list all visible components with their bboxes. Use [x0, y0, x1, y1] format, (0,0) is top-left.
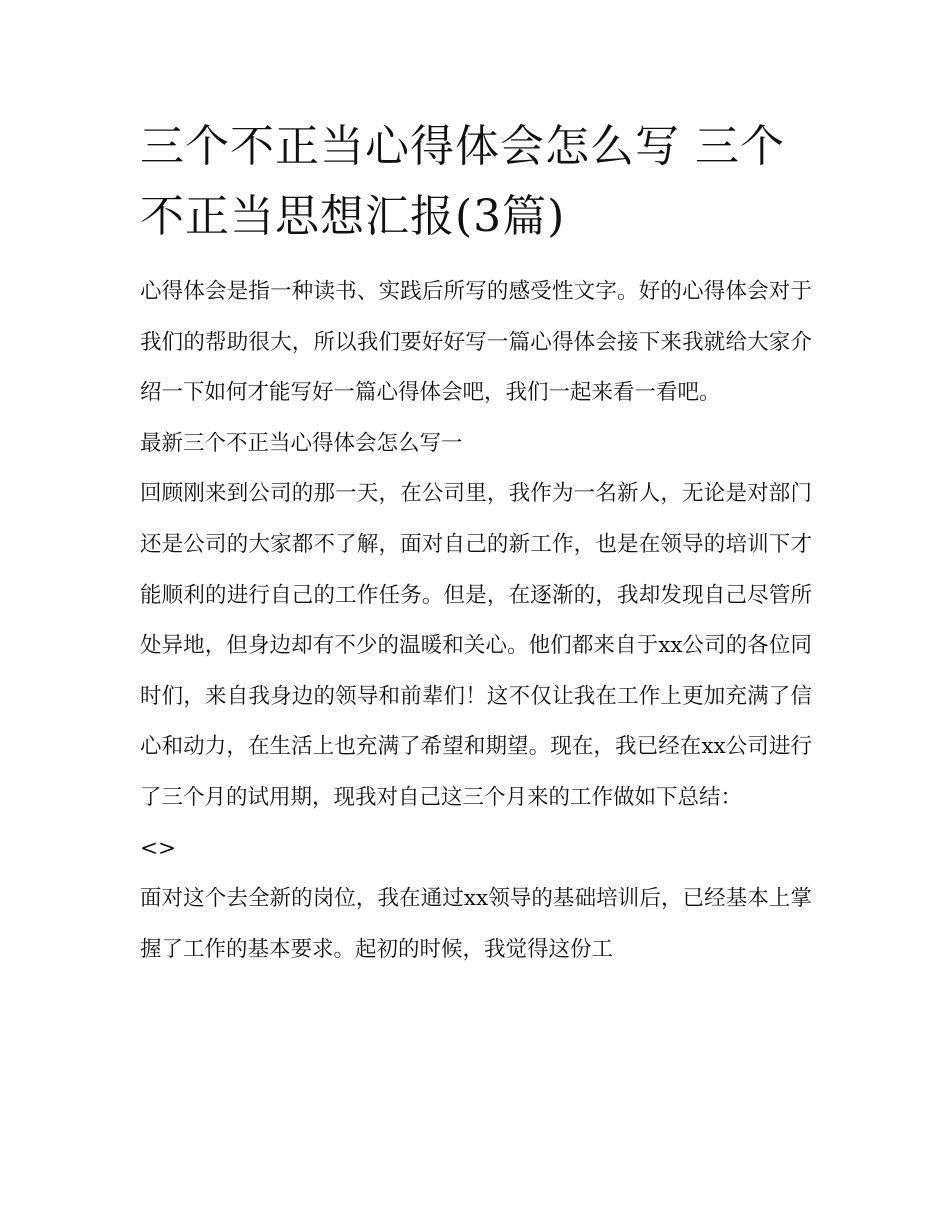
document-title: 三个不正当心得体会怎么写 三个不正当思想汇报(3篇) [140, 121, 785, 242]
body-paragraph-2: 面对这个去全新的岗位，我在通过xx领导的基础培训后，已经基本上掌握了工作的基本要求。起初的时候，我觉得这份工 [140, 886, 812, 962]
marker-line: <> [140, 835, 177, 861]
body-paragraph-1: 回顾刚来到公司的那一天，在公司里，我作为一名新人，无论是对部门还是公司的大家都不了解，面对自己的新工作，也是在领导的培训下才能顺利的进行自己的工作任务。但是，在逐渐的，我却发现自己尽管所处异地，但身边却有不少的温暖和关心。他们都来自于xx公司的各位同时们，来自我身边的领导和前辈们！这不仅让我在工作上更加充满了信心和动力，在生活上也充满了希望和期望。现在，我已经在xx公司进行了三个月的试用期，现我对自己这三个月来的工作做如下总结： [140, 481, 812, 810]
intro-paragraph: 心得体会是指一种读书、实践后所写的感受性文字。好的心得体会对于我们的帮助很大，所以我们要好好写一篇心得体会接下来我就给大家介绍一下如何才能写好一篇心得体会吧，我们一起来看一看吧。 [140, 279, 812, 406]
section-heading: 最新三个不正当心得体会怎么写一 [140, 430, 463, 456]
document-body [140, 112, 812, 975]
